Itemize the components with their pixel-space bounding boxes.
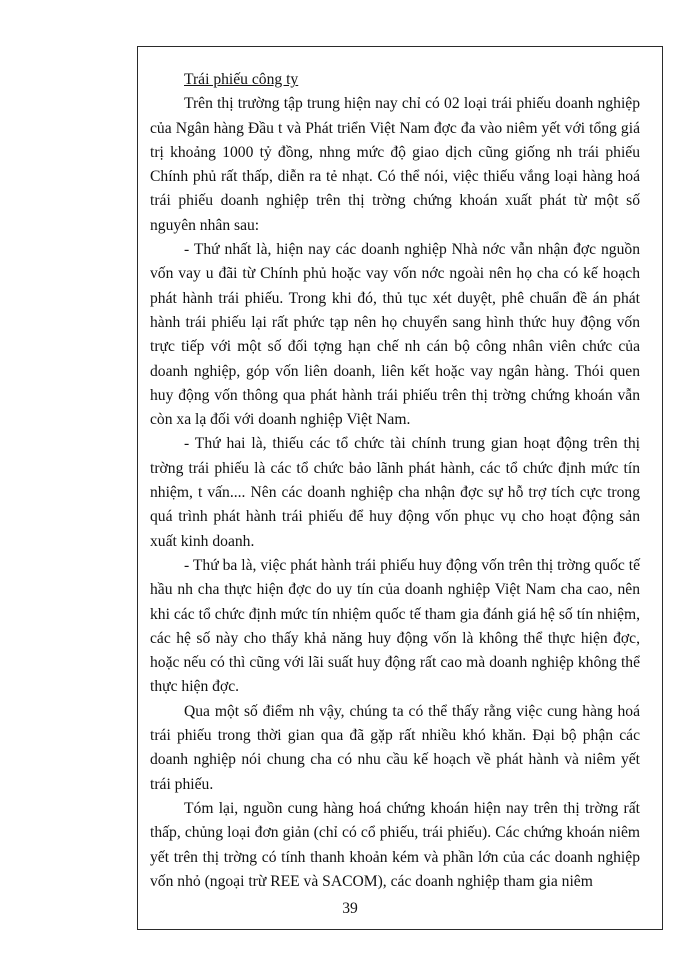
section-heading: Trái phiếu công ty xyxy=(184,71,299,88)
paragraph-reason-2: - Thứ hai là, thiếu các tổ chức tài chính trung gian hoạt động trên thị trờng trái phiếu là các tổ chức bảo lãnh phát hành, các tổ chức định mức tín nhiệm, t vấn.... Nên các doanh nghiệp cha nhận đợc sự hỗ trợ tích cực trong quá trình phát hành trái phiếu để huy động vốn phục vụ cho hoạt động sản xuất kinh doanh. xyxy=(150,435,640,550)
paragraph-intro: Trên thị trường tập trung hiện nay chỉ có 02 loại trái phiếu doanh nghiệp của Ngân hàng Đầu t và Phát triển Việt Nam đợc đa vào niêm yết với tổng giá trị khoảng 1000 tỷ đồng, nhng mức độ giao dịch cũng giống nh trái phiếu Chính phủ rất thấp, diễn ra tẻ nhạt. Có thể nói, việc thiếu vắng loại hàng hoá trái phiếu doanh nghiệp trên thị trờng chứng khoán xuất phát từ một số nguyên nhân sau: xyxy=(150,95,640,234)
paragraph-reason-1: - Thứ nhất là, hiện nay các doanh nghiệp Nhà nớc vẫn nhận đợc nguồn vốn vay u đãi từ Chính phủ hoặc vay vốn nớc ngoài nên họ cha có kế hoạch phát hành trái phiếu. Trong khi đó, thủ tục xét duyệt, phê chuẩn đề án phát hành trái phiếu lại rất phức tạp nên họ chuyển sang hình thức huy động vốn trực tiếp với một số đối tợng hạn chế nh cán bộ công nhân viên chức của doanh nghiệp, góp vốn liên doanh, liên kết hoặc vay ngân hàng. Thói quen huy động vốn thông qua phát hành trái phiếu trên thị trờng chứng khoán vẫn còn xa lạ đối với doanh nghiệp Việt Nam. xyxy=(150,241,640,429)
document-body xyxy=(150,68,640,894)
paragraph-summary: Qua một số điểm nh vậy, chúng ta có thể thấy rằng việc cung hàng hoá trái phiếu trong thời gian qua đã gặp rất nhiều khó khăn. Đại bộ phận các doanh nghiệp nói chung cha có nhu cầu kế hoạch về phát hành và niêm yết trái phiếu. xyxy=(150,702,640,793)
paragraph-reason-3: - Thứ ba là, việc phát hành trái phiếu huy động vốn trên thị trờng quốc tế hầu nh cha thực hiện đợc do uy tín của doanh nghiệp Việt Nam cha cao, nên khi các tổ chức định mức tín nhiệm quốc tế tham gia đánh giá hệ số tín nhiệm, các hệ số này cho thấy khả năng huy động vốn là không thể thực hiện đợc, hoặc nếu có thì cũng với lãi suất huy động rất cao mà doanh nghiệp không thể thực hiện đợc. xyxy=(150,556,640,696)
page-number: 39 xyxy=(342,900,358,917)
paragraph-conclusion: Tóm lại, nguồn cung hàng hoá chứng khoán hiện nay trên thị trờng rất thấp, chủng loại đơn giản (chỉ có cổ phiếu, trái phiếu). Các chứng khoán niêm yết trên thị trờng có tính thanh khoản kém và phần lớn của các doanh nghiệp vốn nhỏ (ngoại trừ REE và SACOM), các doanh nghiệp tham gia niêm xyxy=(150,799,640,890)
